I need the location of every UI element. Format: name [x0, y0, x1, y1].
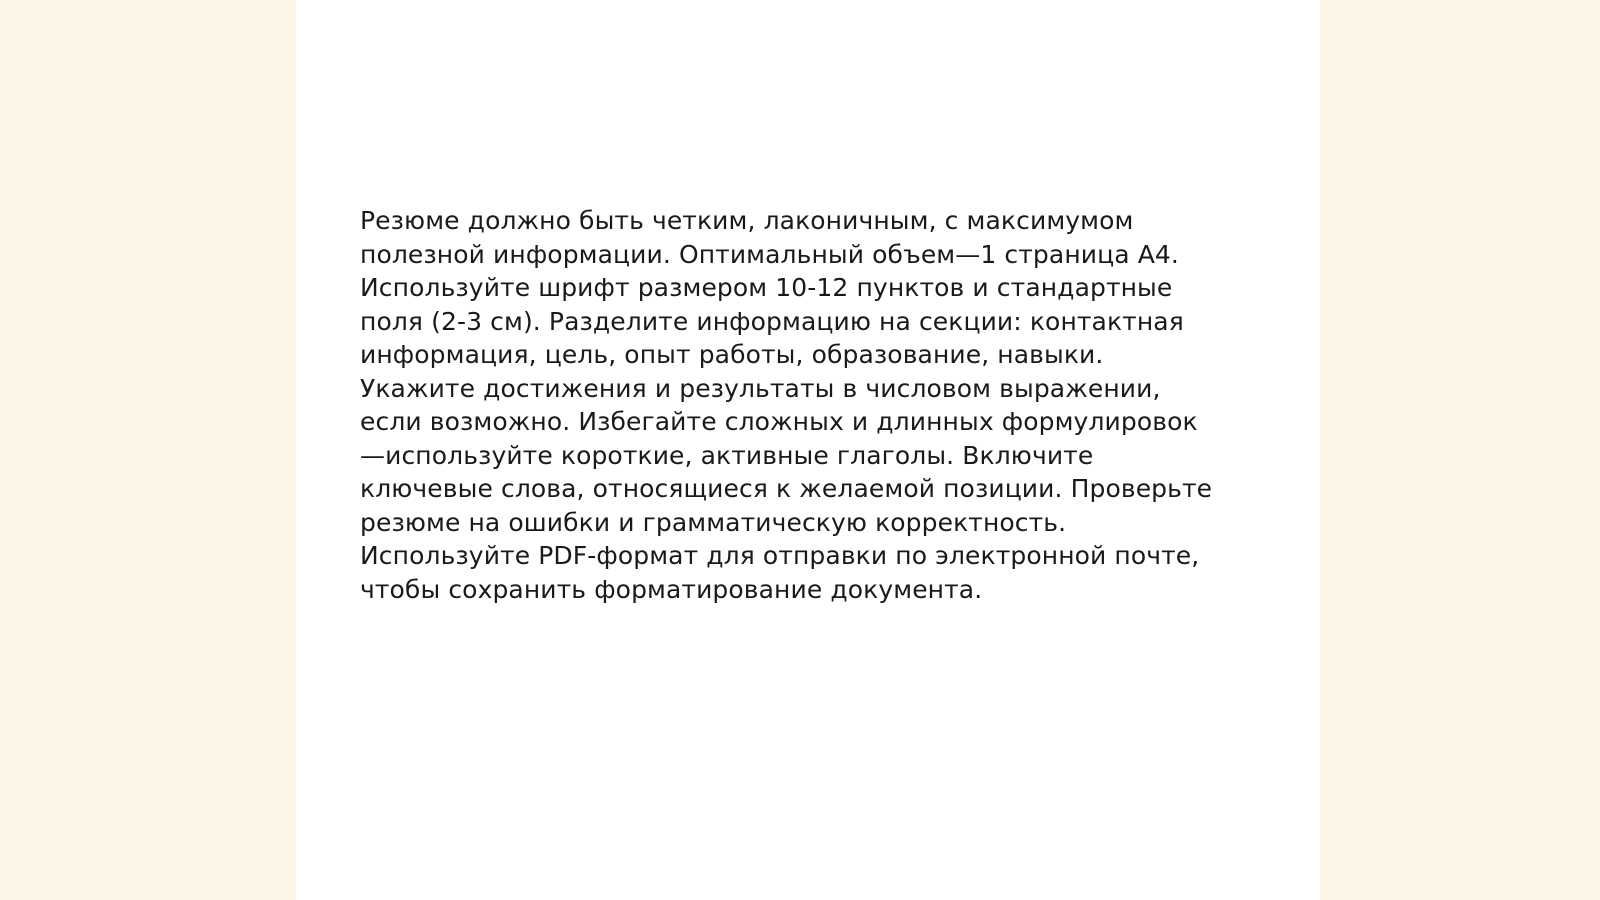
text-line: чтобы сохранить форматирование документа.	[360, 574, 983, 604]
document-page	[296, 0, 1320, 900]
text-line: Используйте шрифт размером 10-12 пунктов и стандартные	[360, 273, 1173, 302]
text-line: поля (2-3 см). Разделите информацию на секции: контактная	[360, 306, 1184, 336]
text-line: —используйте короткие, активные глаголы. Включите	[360, 440, 1094, 470]
text-line: Резюме должно быть четким, лаконичным, с максимумом	[360, 206, 1134, 235]
text-line: если возможно. Избегайте сложных и длинных формулировок	[360, 407, 1198, 436]
text-line: ключевые слова, относящиеся к желаемой позиции. Проверьте	[360, 474, 1213, 503]
text-line: полезной информации. Оптимальный объем—1 страница А4.	[360, 239, 1179, 269]
text-line: Используйте PDF-формат для отправки по электронной почте,	[360, 541, 1200, 570]
body-text	[360, 204, 1240, 606]
text-line: резюме на ошибки и грамматическую корректность.	[360, 507, 1067, 537]
text-line: Укажите достижения и результаты в числовом выражении,	[360, 373, 1161, 403]
text-line: информация, цель, опыт работы, образование, навыки.	[360, 340, 1104, 369]
